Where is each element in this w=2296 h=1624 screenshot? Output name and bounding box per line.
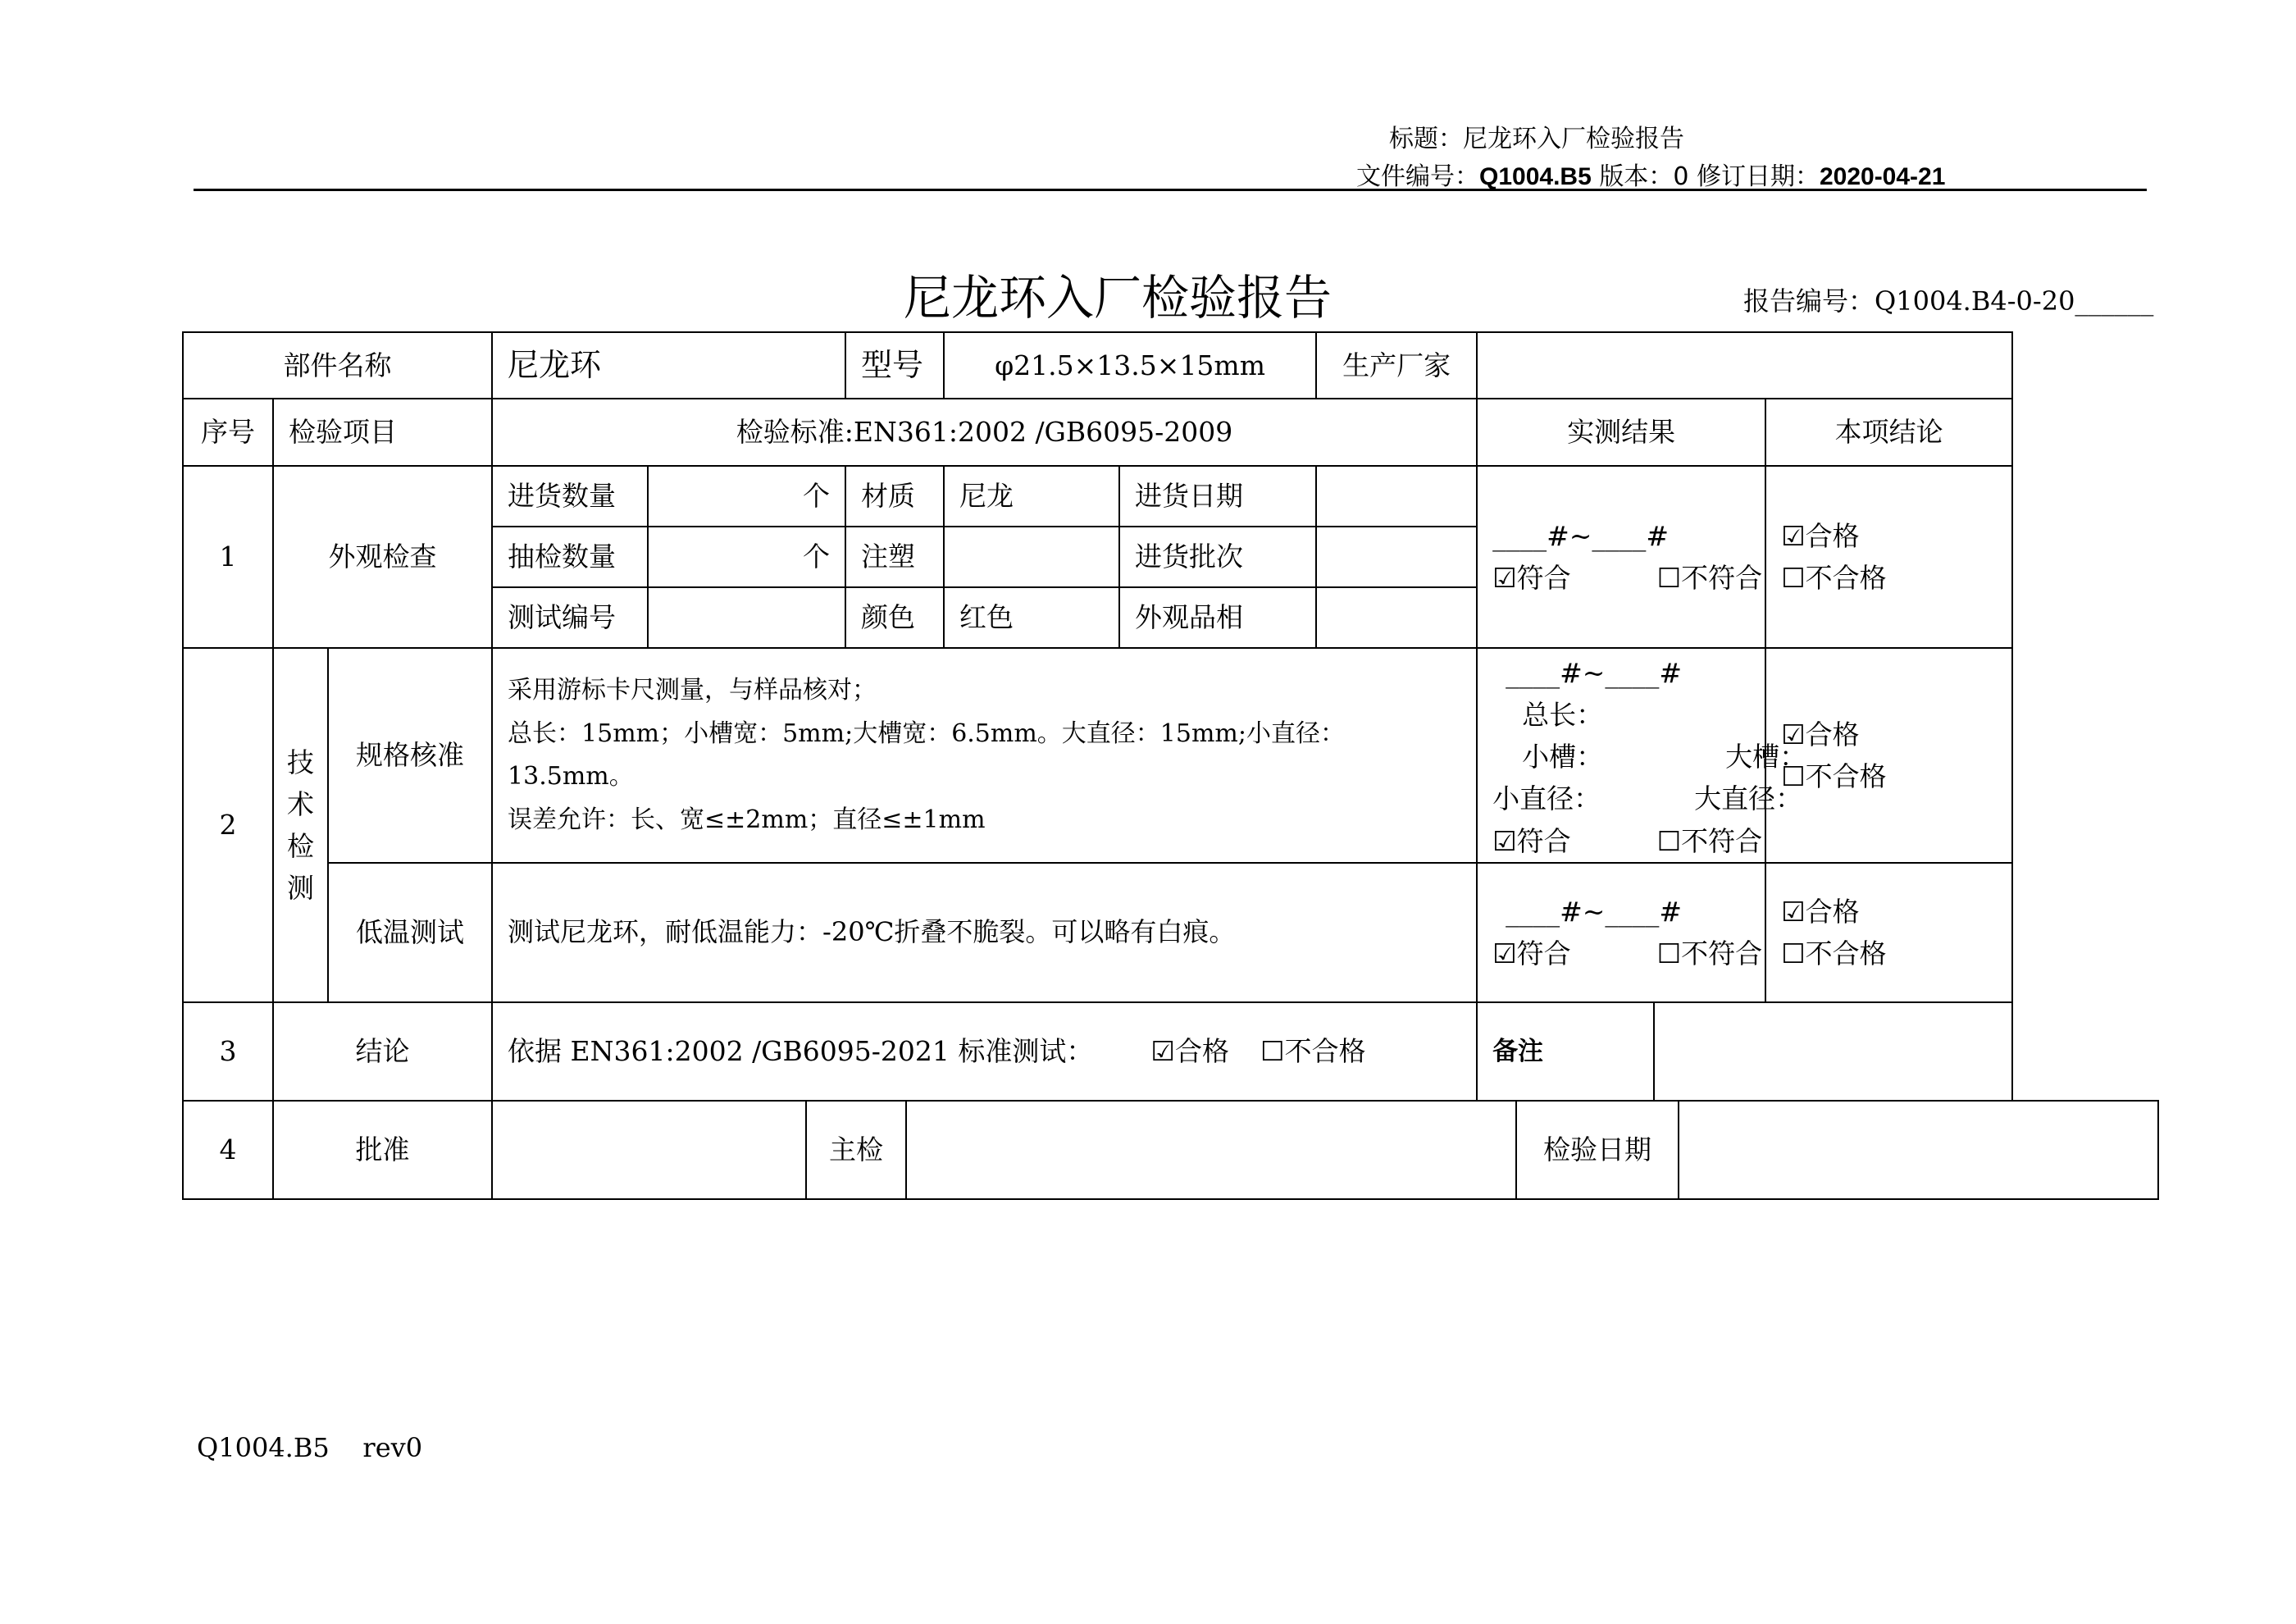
maker-label: 生产厂家 bbox=[1316, 332, 1477, 399]
inspector-value bbox=[907, 1102, 1517, 1198]
col-seq: 序号 bbox=[183, 399, 273, 466]
row2a-item: 规格核准 bbox=[328, 648, 492, 863]
color-value: 红色 bbox=[944, 587, 1119, 648]
part-info-row bbox=[183, 332, 2158, 399]
row2-seq: 2 bbox=[183, 648, 273, 1002]
row1-result-fail-checkbox[interactable]: ☐不符合 bbox=[1656, 562, 1763, 594]
header-title-value: 尼龙环入厂检验报告 bbox=[1463, 125, 1684, 153]
row2a-concl-fail-checkbox[interactable]: ☐不合格 bbox=[1781, 760, 1887, 792]
header-doc-info bbox=[1356, 156, 1945, 192]
row2-group bbox=[273, 648, 328, 1002]
row2b-result-pass-checkbox[interactable]: ☑符合 bbox=[1492, 937, 1571, 969]
row2a-big-diameter: 大直径： bbox=[1694, 782, 1803, 815]
row2b-conclusion bbox=[1765, 863, 2012, 1002]
row3-item: 结论 bbox=[273, 1002, 492, 1101]
col-conclusion: 本项结论 bbox=[1765, 399, 2012, 466]
column-header-row bbox=[183, 399, 2158, 466]
model-label: 型号 bbox=[845, 332, 944, 399]
row1-result-batch: ____#~____# bbox=[1492, 519, 1670, 552]
part-name-value: 尼龙环 bbox=[492, 332, 845, 399]
header-title-label: 标题： bbox=[1389, 125, 1463, 153]
row2a-result-batch: ____#~____# bbox=[1506, 657, 1683, 689]
row2a-standard bbox=[492, 648, 1477, 863]
row2a-result-pass-checkbox[interactable]: ☑符合 bbox=[1492, 824, 1571, 857]
row3-pass-checkbox[interactable]: ☑合格 bbox=[1150, 1035, 1229, 1068]
row2b-concl-pass-checkbox[interactable]: ☑合格 bbox=[1781, 895, 1860, 928]
approve-label: 批准 bbox=[273, 1101, 492, 1199]
incoming-date-label: 进货日期 bbox=[1119, 466, 1316, 527]
test-no-label: 测试编号 bbox=[492, 587, 648, 648]
inspection-date-value bbox=[1679, 1102, 2157, 1198]
table-row bbox=[183, 1101, 2158, 1199]
table-row bbox=[183, 648, 2158, 863]
approve-value bbox=[493, 1102, 807, 1198]
row2a-std-line2: 总长：15mm；小槽宽：5mm;大槽宽：6.5mm。大直径：15mm;小直径：13.5mm。 bbox=[508, 718, 1345, 791]
revision-date-label: 修订日期： bbox=[1696, 162, 1820, 191]
incoming-date-value bbox=[1316, 466, 1477, 527]
molding-label: 注塑 bbox=[845, 527, 944, 587]
row1-conclusion bbox=[1765, 466, 2012, 648]
row2a-concl-pass-checkbox[interactable]: ☑合格 bbox=[1781, 718, 1860, 750]
row1-concl-pass-checkbox[interactable]: ☑合格 bbox=[1781, 519, 1860, 552]
table-row bbox=[183, 1002, 2158, 1101]
remark-value bbox=[1655, 1003, 2011, 1100]
row2b-item: 低温测试 bbox=[328, 863, 492, 1002]
color-label: 颜色 bbox=[845, 587, 944, 648]
row3-text-cell bbox=[492, 1002, 1477, 1101]
row2a-small-slot: 小槽： bbox=[1522, 741, 1604, 773]
table-row bbox=[183, 466, 2158, 527]
incoming-qty-unit: 个 bbox=[648, 466, 845, 527]
row2a-std-line3: 误差允许：长、宽≤±2mm；直径≤±1mm bbox=[508, 805, 986, 834]
row2a-std-line1: 采用游标卡尺测量，与样品核对； bbox=[508, 676, 877, 705]
row2-group-text: 技术检测 bbox=[287, 746, 314, 905]
part-name-label: 部件名称 bbox=[183, 332, 492, 399]
footer-doc-code: Q1004.B5 rev0 bbox=[197, 1432, 423, 1463]
molding-value bbox=[944, 527, 1119, 587]
sample-qty-unit: 个 bbox=[648, 527, 845, 587]
row2a-result bbox=[1477, 648, 1807, 863]
inspector-label: 主检 bbox=[807, 1102, 907, 1198]
material-value: 尼龙 bbox=[944, 466, 1119, 527]
row3-text: 依据 EN361:2002 /GB6095-2021 标准测试： bbox=[508, 1035, 1094, 1068]
row4-seq: 4 bbox=[183, 1101, 273, 1199]
row2a-small-diameter: 小直径： bbox=[1492, 782, 1601, 815]
incoming-qty-label: 进货数量 bbox=[492, 466, 648, 527]
material-label: 材质 bbox=[845, 466, 944, 527]
inspection-table bbox=[182, 331, 2159, 1200]
row1-concl-fail-checkbox[interactable]: ☐不合格 bbox=[1781, 562, 1887, 594]
row2a-total-length: 总长： bbox=[1522, 699, 1604, 732]
incoming-batch-label: 进货批次 bbox=[1119, 527, 1316, 587]
model-value: φ21.5×13.5×15mm bbox=[944, 332, 1316, 399]
row1-item: 外观检查 bbox=[273, 466, 492, 648]
report-title: 尼龙环入厂检验报告 bbox=[904, 270, 1332, 326]
report-number: 报告编号：Q1004.B4-0-20______ bbox=[1743, 285, 2154, 317]
row2b-concl-fail-checkbox[interactable]: ☐不合格 bbox=[1781, 937, 1887, 969]
revision-date-value: 2020-04-21 bbox=[1819, 163, 1946, 190]
row2b-result-fail-checkbox[interactable]: ☐不符合 bbox=[1656, 937, 1763, 969]
row3-remark-cell bbox=[1477, 1002, 2012, 1101]
appearance-value bbox=[1316, 587, 1477, 648]
row3-fail-checkbox[interactable]: ☐不合格 bbox=[1260, 1035, 1366, 1068]
col-standard: 检验标准:EN361:2002 /GB6095-2009 bbox=[492, 399, 1477, 466]
row1-result bbox=[1477, 466, 1765, 648]
row1-seq: 1 bbox=[183, 466, 273, 648]
row2b-result-batch: ____#~____# bbox=[1506, 895, 1683, 928]
header-rule bbox=[194, 189, 2147, 191]
sample-qty-label: 抽检数量 bbox=[492, 527, 648, 587]
test-no-value bbox=[648, 587, 845, 648]
col-item: 检验项目 bbox=[273, 399, 492, 466]
inspection-date-label: 检验日期 bbox=[1517, 1102, 1679, 1198]
doc-number-label: 文件编号： bbox=[1356, 162, 1479, 191]
maker-value bbox=[1477, 332, 2012, 399]
row2b-result bbox=[1477, 863, 1765, 1002]
row4-sign-cell bbox=[492, 1101, 2158, 1199]
remark-label: 备注 bbox=[1478, 1003, 1655, 1100]
doc-number-value: Q1004.B5 bbox=[1479, 163, 1592, 190]
header-title bbox=[1389, 118, 1684, 154]
col-result: 实测结果 bbox=[1477, 399, 1765, 466]
row2a-result-fail-checkbox[interactable]: ☐不符合 bbox=[1656, 824, 1763, 857]
version-label: 版本： bbox=[1599, 162, 1674, 191]
version-value: 0 bbox=[1673, 162, 1689, 191]
row2a-big-slot: 大槽： bbox=[1725, 741, 1807, 773]
row3-seq: 3 bbox=[183, 1002, 273, 1101]
row2a-conclusion bbox=[1765, 648, 2012, 863]
incoming-batch-value bbox=[1316, 527, 1477, 587]
table-row bbox=[183, 863, 2158, 1002]
row1-result-pass-checkbox[interactable]: ☑符合 bbox=[1492, 562, 1571, 594]
row2b-standard: 测试尼龙环，耐低温能力：-20℃折叠不脆裂。可以略有白痕。 bbox=[492, 863, 1477, 1002]
appearance-label: 外观品相 bbox=[1119, 587, 1316, 648]
